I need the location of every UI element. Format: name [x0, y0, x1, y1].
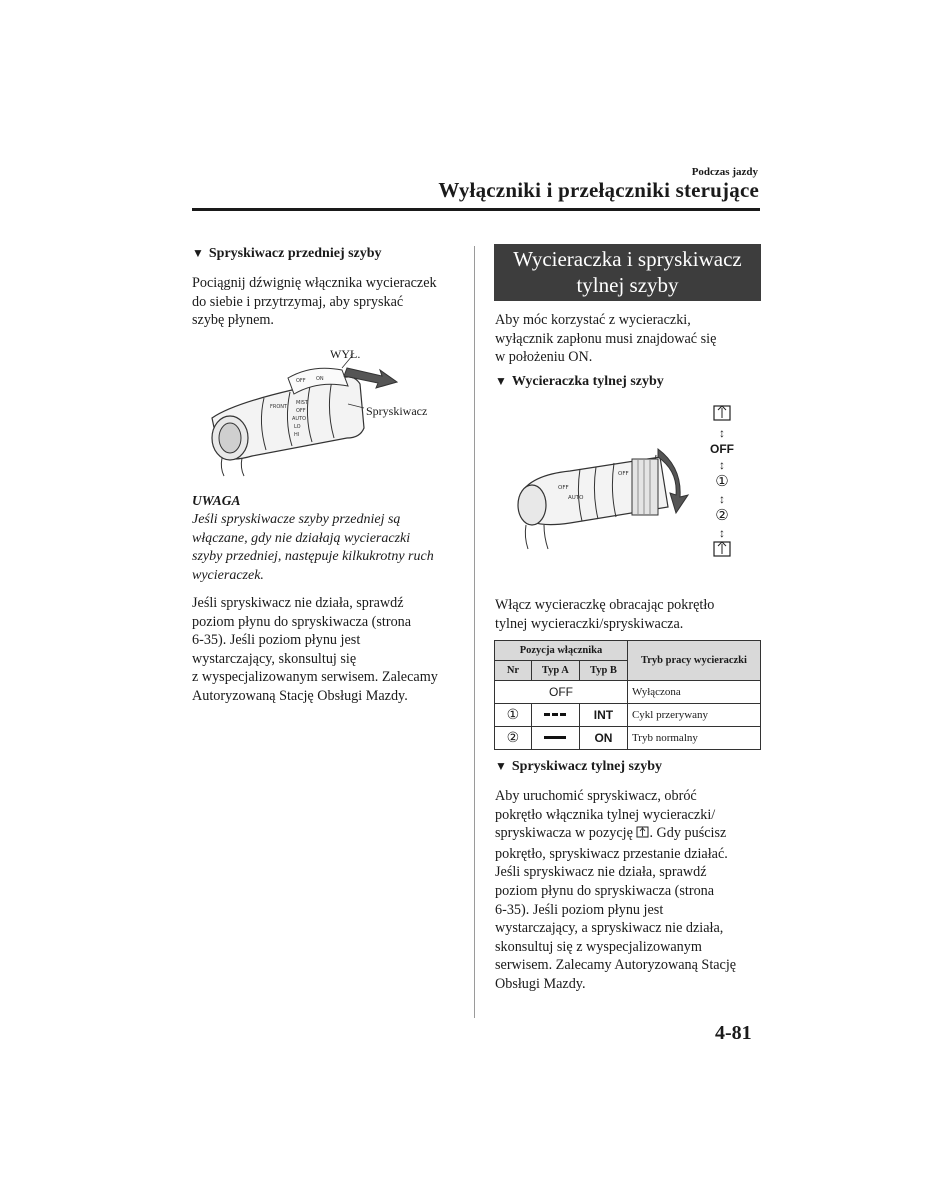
rear-washer-heading-text: Spryskiwacz tylnej szyby	[511, 759, 663, 774]
table-cell-type-b: ON	[579, 727, 627, 750]
table-header-type-a: Typ A	[531, 661, 579, 681]
position-off: OFF	[710, 442, 734, 456]
table-header-position: Pozycja włącznika	[495, 641, 628, 661]
rear-wiper-lever-figure	[510, 405, 710, 555]
table-cell-nr: ②	[495, 727, 532, 750]
intermittent-dashes-icon	[543, 710, 567, 718]
title-rule	[192, 208, 760, 211]
table-row	[495, 681, 761, 704]
position-1: ①	[715, 473, 729, 490]
table-header-type-b: Typ B	[579, 661, 627, 681]
rear-wiper-heading	[495, 374, 664, 390]
rear-washer-text-part1: Aby uruchomić spryskiwacz, obróć pokrętło włącznika tylnej wycieraczki/ spryskiwacza w pozycję	[495, 788, 716, 842]
column-divider	[474, 246, 475, 1018]
table-cell-nr: ①	[495, 704, 532, 727]
triangle-bullet-icon: ▼	[495, 759, 507, 773]
rear-wiper-section-title-line1: Wycieraczka i spryskiwacz	[513, 247, 742, 271]
note-heading: UWAGA	[192, 493, 241, 508]
rear-washer-text-part2: . Gdy puścisz pokrętło, spryskiwacz przestanie działać. Jeśli spryskiwacz nie działa, sprawdź poziom płynu do spryskiwacza (strona 6-35). Jeśli poziom płynu jest wystarczający, a spryskiwacz nie działa, skonsultuj się z wyspecjalizowanym serwisem. Zalecamy Autoryzowaną Stację Obsługi Mazdy.	[495, 825, 737, 992]
svg-text:FRONT: FRONT	[270, 404, 288, 410]
table-cell-mode: Cykl przerywany	[627, 704, 760, 727]
triangle-bullet-icon: ▼	[495, 374, 507, 388]
rear-washer-symbol-icon	[702, 540, 742, 562]
table-row	[495, 727, 761, 750]
rear-wiper-lever-illustration	[510, 405, 710, 555]
rear-wiper-section-title	[494, 244, 761, 301]
note-text: Jeśli spryskiwacze szyby przedniej są włączane, gdy nie działają wycieraczki szyby przedniej, następuje kilkukrotny ruch wycieraczek.	[192, 512, 434, 583]
table-cell-mode: Wyłączona	[627, 681, 760, 704]
front-washer-trouble-text: Jeśli spryskiwacz nie działa, sprawdź poziom płynu do spryskiwacza (strona 6-35). Jeśli poziom płynu jest wystarczający, skonsultuj się z wyspecjalizowanym serwisem. Zalecamy Autoryzowaną Stację Obsługi Mazdy.	[192, 595, 438, 704]
rear-wiper-section-title-line2: tylnej szyby	[576, 273, 679, 297]
svg-text:MIST: MIST	[296, 400, 309, 406]
table-cell-off: OFF	[495, 681, 628, 704]
arrow-updown-icon: ↕	[719, 458, 725, 472]
svg-text:OFF: OFF	[618, 471, 629, 477]
rear-wiper-positions	[702, 404, 742, 562]
rear-washer-text	[495, 787, 761, 994]
arrow-updown-icon: ↕	[719, 426, 725, 440]
rear-washer-symbol-icon	[702, 404, 742, 426]
page-title: Wyłączniki i przełączniki sterujące	[438, 178, 759, 202]
svg-text:OFF: OFF	[558, 485, 569, 491]
svg-text:OFF: OFF	[296, 378, 306, 384]
front-washer-heading	[192, 246, 382, 262]
rear-wiper-intro-text: Aby móc korzystać z wycieraczki, wyłącznik zapłonu musi znajdować się w położeniu ON.	[495, 312, 717, 366]
svg-text:LO: LO	[294, 424, 301, 430]
svg-text:AUTO: AUTO	[292, 416, 307, 422]
table-cell-type-a	[531, 727, 579, 750]
arrow-updown-icon: ↕	[719, 492, 725, 506]
wiper-mode-table	[494, 640, 761, 750]
turn-knob-text: Włącz wycieraczkę obracając pokrętło tylnej wycieraczki/spryskiwacza.	[495, 597, 715, 632]
svg-text:ON: ON	[316, 376, 324, 382]
figure-label-off: WYŁ.	[330, 347, 361, 361]
svg-text:HI: HI	[294, 432, 300, 438]
rear-wiper-heading-text: Wycieraczka tylnej szyby	[511, 374, 664, 389]
rear-washer-heading	[495, 759, 662, 775]
table-header-mode: Tryb pracy wycieraczki	[627, 641, 760, 681]
continuous-line-icon	[543, 733, 567, 741]
page-number: 4-81	[715, 1022, 752, 1044]
arrow-updown-icon: ↕	[719, 526, 725, 540]
position-2: ②	[715, 507, 729, 524]
svg-text:AUTO: AUTO	[568, 495, 584, 501]
table-header-row	[495, 641, 761, 661]
table-cell-type-a	[531, 704, 579, 727]
washer-symbol-icon	[636, 826, 649, 845]
table-header-nr: Nr	[495, 661, 532, 681]
table-cell-type-b: INT	[579, 704, 627, 727]
svg-text:OFF: OFF	[296, 408, 306, 414]
table-row	[495, 704, 761, 727]
front-washer-heading-text: Spryskiwacz przedniej szyby	[208, 246, 382, 261]
figure-label-washer: Spryskiwacz	[366, 404, 428, 418]
front-washer-text: Pociągnij dźwignię włącznika wycieraczek do siebie i przytrzymaj, aby spryskać szybę płynem.	[192, 275, 437, 329]
triangle-bullet-icon: ▼	[192, 246, 204, 260]
table-cell-mode: Tryb normalny	[627, 727, 760, 750]
front-wiper-lever-figure	[192, 338, 462, 478]
section-label: Podczas jazdy	[691, 166, 758, 178]
